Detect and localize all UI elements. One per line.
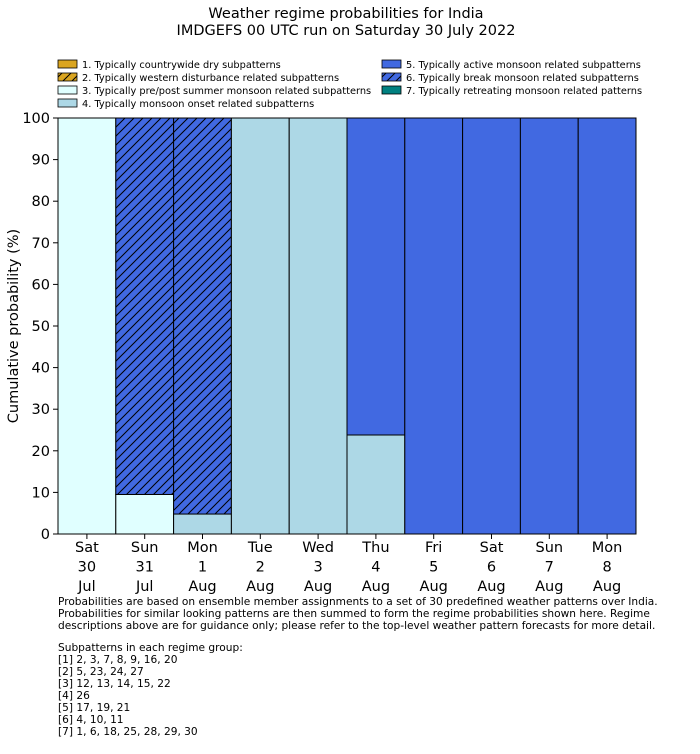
y-tick-label: 0 [40,527,50,543]
footnote [58,596,658,738]
legend-swatch [382,86,401,94]
legend-entry [58,60,281,71]
subpattern-line: [1] 2, 3, 7, 8, 9, 16, 20 [58,654,178,666]
y-tick-label: 40 [31,360,50,377]
legend-entry [382,73,639,84]
legend-label: 7. Typically retreating monsoon related patterns [406,86,643,97]
x-tick-label: Tue 2 Aug [246,540,275,595]
legend-entry [382,60,641,71]
x-tick-label: Sun 31 Jul [130,540,159,595]
x-tick-label: Fri 5 Aug [419,540,448,595]
subpattern-line: [6] 4, 10, 11 [58,714,124,726]
subpattern-line: [5] 17, 19, 21 [58,702,131,714]
y-tick-label: 20 [31,443,50,460]
legend-label: 5. Typically active monsoon related subpatterns [406,60,641,71]
bar-segment [578,118,636,534]
bar-segment-hatch [174,118,232,514]
y-tick-label: 10 [31,485,50,502]
legend [58,60,642,110]
footnote-line: descriptions above are for guidance only; please refer to the top-level weather pattern forecasts for more detail. [58,620,656,632]
plot-area [6,111,636,595]
subpattern-line: [7] 1, 6, 18, 25, 28, 29, 30 [58,726,198,738]
legend-swatch [58,86,77,94]
y-tick-label: 50 [31,319,50,335]
bar-segment [463,118,521,534]
bar-segment-hatch [116,118,174,494]
y-tick-label: 30 [31,402,50,419]
subpatterns-heading: Subpatterns in each regime group: [58,642,243,654]
bar-segment [405,118,463,534]
legend-label: 4. Typically monsoon onset related subpatterns [82,99,315,110]
legend-entry [58,73,339,84]
legend-entry [58,99,314,110]
subpattern-line: [4] 26 [58,690,90,702]
footnote-line: Probabilities for similar looking patterns are then summed to form the regime probabilities shown here. Regime [58,608,650,620]
y-tick-label: 90 [31,152,50,169]
chart-title-line-1: Weather regime probabilities for India [208,6,484,22]
bar-segment [58,118,116,534]
y-tick-label: 80 [31,194,50,211]
x-tick-label: Sat 30 Jul [75,540,99,595]
subpattern-line: [2] 5, 23, 24, 27 [58,666,144,678]
subpattern-line: [3] 12, 13, 14, 15, 22 [58,678,171,690]
x-tick-label: Sat 6 Aug [477,540,506,595]
legend-label: 2. Typically western disturbance related subpatterns [82,73,340,84]
legend-swatch-hatch [382,73,401,81]
y-tick-label: 100 [22,111,50,127]
x-tick-label: Sun 7 Aug [535,540,564,595]
legend-label: 3. Typically pre/post summer monsoon related subpatterns [82,86,372,97]
legend-entry [58,86,371,97]
legend-swatch [58,99,77,107]
legend-entry [382,86,642,97]
bar-segment [289,118,347,534]
chart-title-line-2: IMDGEFS 00 UTC run on Saturday 30 July 2022 [176,23,516,39]
bar-segment [347,435,405,534]
x-tick-label: Mon 8 Aug [591,540,623,595]
x-tick-label: Thu 4 Aug [361,540,391,595]
bar-segment [347,118,405,435]
y-tick-label: 70 [31,235,50,252]
legend-label: 6. Typically break monsoon related subpatterns [406,73,639,84]
bar-segment [174,514,232,534]
bar-segment [231,118,289,534]
x-tick-label: Wed 3 Aug [302,540,334,595]
legend-swatch-hatch [58,73,77,81]
footnote-line: Probabilities are based on ensemble member assignments to a set of 30 predefined weather patterns over India. [58,596,658,608]
legend-label: 1. Typically countrywide dry subpatterns [82,60,281,71]
bar-segment [116,494,174,534]
y-tick-label: 60 [31,277,50,294]
legend-swatch [382,60,401,68]
y-axis-label: Cumulative probability (%) [6,228,22,424]
x-tick-label: Mon 1 Aug [187,540,218,595]
legend-swatch [58,60,77,68]
bar-segment [520,118,578,534]
